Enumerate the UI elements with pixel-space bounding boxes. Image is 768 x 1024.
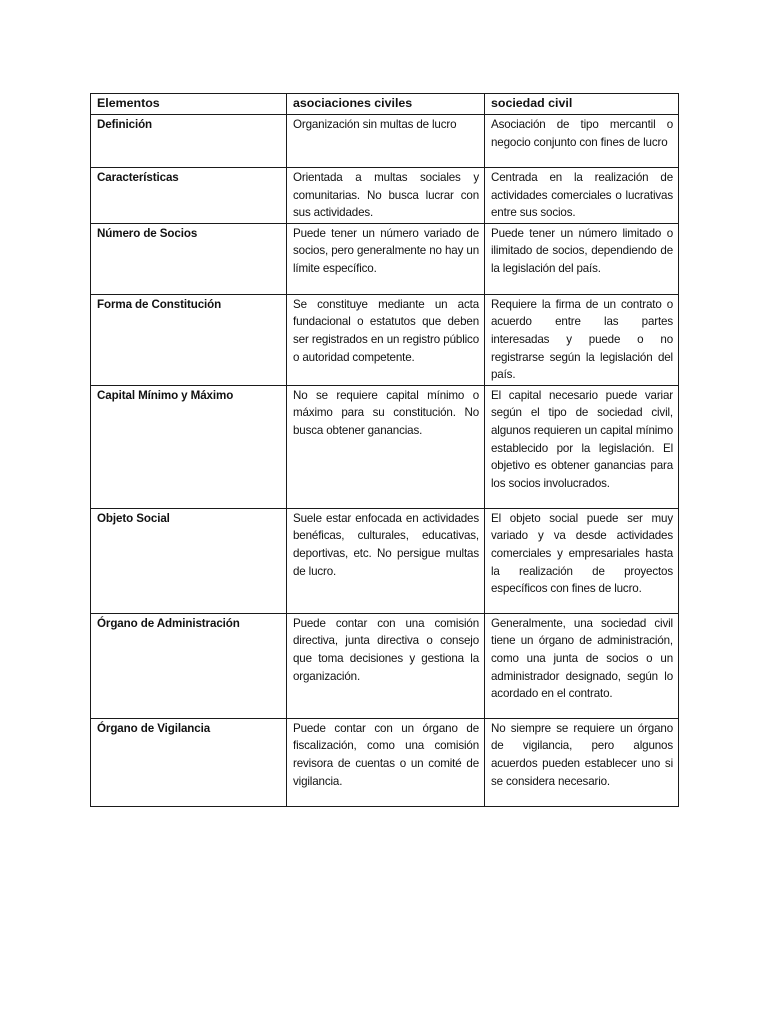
table-row xyxy=(91,613,679,718)
table-row xyxy=(91,115,679,168)
row-label: Órgano de Administración xyxy=(91,613,287,718)
sociedad-civil-cell: Generalmente, una sociedad civil tiene un órgano de administración, como una junta de socios o un administrador designado, según lo acordado en el contrato. xyxy=(485,613,679,718)
asociaciones-civiles-cell: Puede contar con una comisión directiva, junta directiva o consejo que toma decisiones y gestiona la organización. xyxy=(287,613,485,718)
asociaciones-civiles-cell: Puede tener un número variado de socios, pero generalmente no hay un límite específico. xyxy=(287,223,485,294)
sociedad-civil-cell: Requiere la firma de un contrato o acuerdo entre las partes interesadas y puede o no registrarse según la legislación del país. xyxy=(485,294,679,385)
asociaciones-civiles-cell: No se requiere capital mínimo o máximo para su constitución. No busca obtener ganancias. xyxy=(287,385,485,508)
sociedad-civil-cell: Centrada en la realización de actividades comerciales o lucrativas entre sus socios. xyxy=(485,168,679,224)
table-row xyxy=(91,718,679,806)
table-row xyxy=(91,385,679,508)
table-row xyxy=(91,168,679,224)
row-label: Número de Socios xyxy=(91,223,287,294)
row-label: Objeto Social xyxy=(91,508,287,613)
sociedad-civil-cell: No siempre se requiere un órgano de vigilancia, pero algunos acuerdos pueden establecer uno si se considera necesario. xyxy=(485,718,679,806)
table-row xyxy=(91,223,679,294)
row-label: Órgano de Vigilancia xyxy=(91,718,287,806)
header-elementos: Elementos xyxy=(91,94,287,115)
table-row xyxy=(91,508,679,613)
table-row xyxy=(91,294,679,385)
asociaciones-civiles-cell: Orientada a multas sociales y comunitarias. No busca lucrar con sus actividades. xyxy=(287,168,485,224)
sociedad-civil-cell: Puede tener un número limitado o ilimitado de socios, dependiendo de la legislación del país. xyxy=(485,223,679,294)
asociaciones-civiles-cell: Organización sin multas de lucro xyxy=(287,115,485,168)
sociedad-civil-cell: Asociación de tipo mercantil o negocio conjunto con fines de lucro xyxy=(485,115,679,168)
header-asociaciones-civiles: asociaciones civiles xyxy=(287,94,485,115)
asociaciones-civiles-cell: Puede contar con un órgano de fiscalización, como una comisión revisora de cuentas o un comité de vigilancia. xyxy=(287,718,485,806)
row-label: Características xyxy=(91,168,287,224)
asociaciones-civiles-cell: Suele estar enfocada en actividades benéficas, culturales, educativas, deportivas, etc. No persigue multas de lucro. xyxy=(287,508,485,613)
header-sociedad-civil: sociedad civil xyxy=(485,94,679,115)
sociedad-civil-cell: El capital necesario puede variar según el tipo de sociedad civil, algunos requieren un capital mínimo establecido por la legislación. El objetivo es obtener ganancias para los socios involucrados. xyxy=(485,385,679,508)
asociaciones-civiles-cell: Se constituye mediante un acta fundacional o estatutos que deben ser registrados en un registro público o autoridad competente. xyxy=(287,294,485,385)
sociedad-civil-cell: El objeto social puede ser muy variado y va desde actividades comerciales y empresariales hasta la realización de proyectos específicos con fines de lucro. xyxy=(485,508,679,613)
table-header-row xyxy=(91,94,679,115)
comparison-table xyxy=(90,93,679,807)
row-label: Forma de Constitución xyxy=(91,294,287,385)
row-label: Definición xyxy=(91,115,287,168)
row-label: Capital Mínimo y Máximo xyxy=(91,385,287,508)
